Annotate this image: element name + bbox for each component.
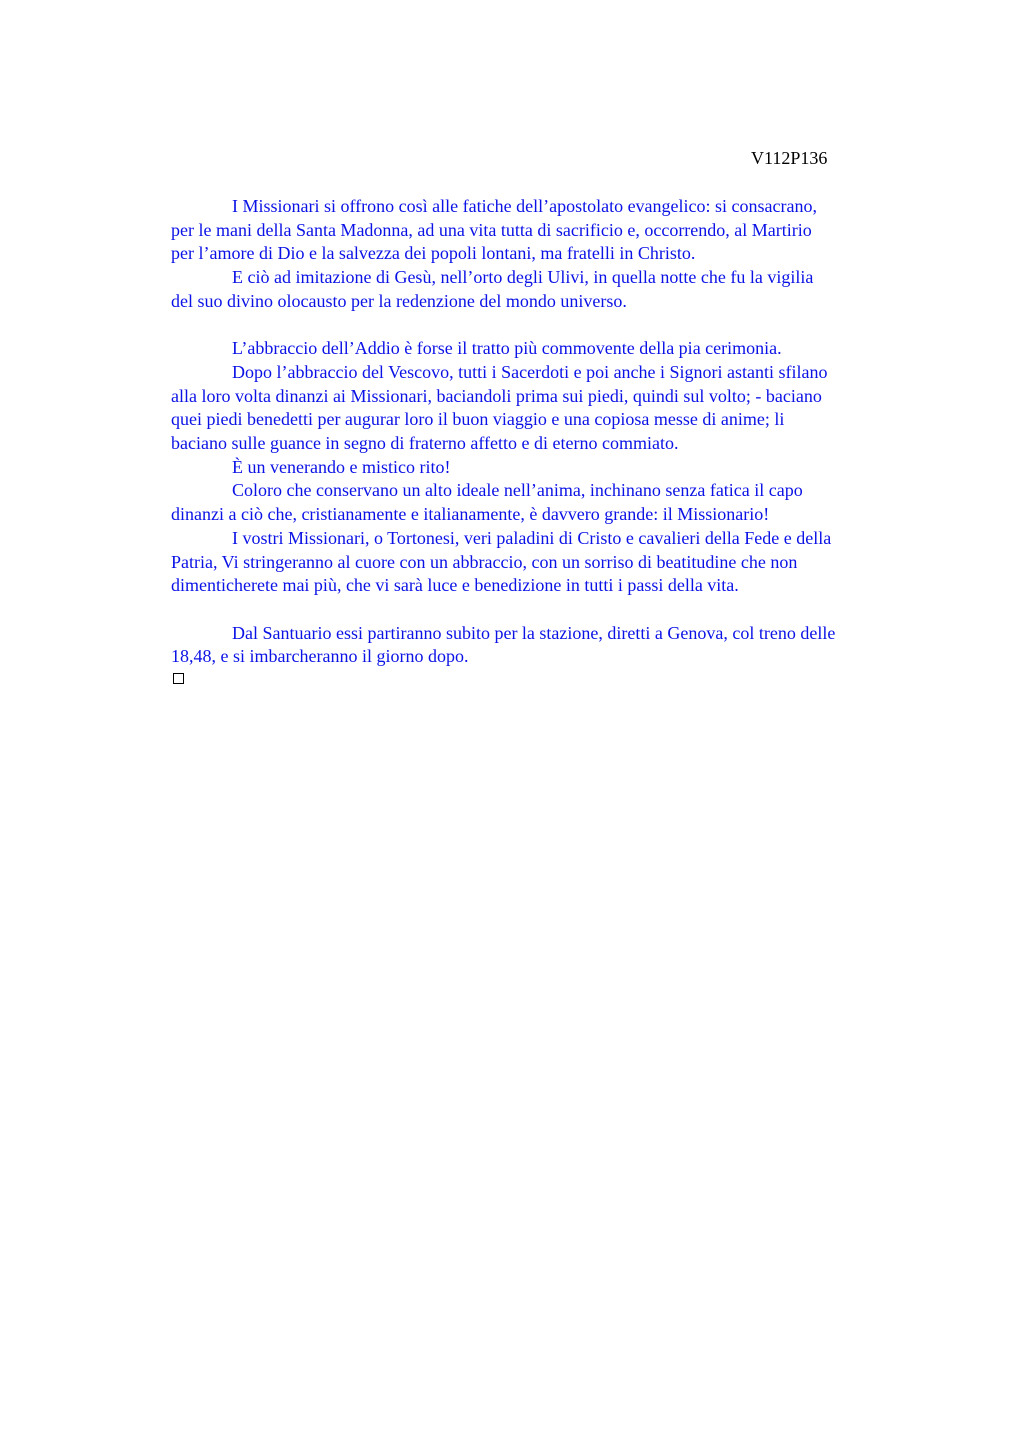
paragraph-line: E ciò ad imitazione di Gesù, nell’orto degli Ulivi, in quella notte che fu la vigilia [232, 267, 814, 288]
paragraph-3 [171, 337, 931, 361]
paragraph-2 [171, 266, 931, 313]
paragraph-line: È un venerando e mistico rito! [232, 456, 451, 477]
paragraph-line: per l’amore di Dio e la salvezza dei popoli lontani, ma fratelli in Christo. [171, 243, 696, 264]
blank-line [171, 598, 931, 622]
blank-line [171, 314, 931, 338]
paragraph-line: del suo divino olocausto per la redenzione del mondo universo. [171, 290, 627, 311]
paragraph-6 [171, 479, 931, 526]
paragraph-7 [171, 527, 931, 598]
paragraph-1 [171, 195, 931, 266]
paragraph-line: baciano sulle guance in segno di fraterno affetto e di eterno commiato. [171, 433, 679, 454]
paragraph-line: dimenticherete mai più, che vi sarà luce e benedizione in tutti i passi della vita. [171, 575, 739, 596]
paragraph-line: Dopo l’abbraccio del Vescovo, tutti i Sacerdoti e poi anche i Signori astanti sfilano [232, 361, 828, 382]
paragraph-line: L’abbraccio dell’Addio è forse il tratto più commovente della pia cerimonia. [232, 338, 782, 359]
paragraph-line: dinanzi a ciò che, cristianamente e italianamente, è davvero grande: il Missionario! [171, 504, 770, 525]
paragraph-line: alla loro volta dinanzi ai Missionari, baciandoli prima sui piedi, quindi sul volto; - baciano [171, 385, 822, 406]
paragraph-5 [171, 456, 931, 480]
paragraph-line: 18,48, e si imbarcheranno il giorno dopo. [171, 646, 469, 667]
paragraph-line: quei piedi benedetti per augurar loro il buon viaggio e una copiosa messe di anime; li [171, 409, 785, 430]
page-identifier: V112P136 [751, 148, 828, 168]
paragraph-line: I Missionari si offrono così alle fatiche dell’apostolato evangelico: si consacrano, [232, 196, 817, 216]
paragraph-line: Dal Santuario essi partiranno subito per la stazione, diretti a Genova, col treno delle [232, 622, 836, 643]
paragraph-line: per le mani della Santa Madonna, ad una vita tutta di sacrificio e, occorrendo, al Martirio [171, 219, 812, 240]
paragraph-line: Patria, Vi stringeranno al cuore con un abbraccio, con un sorriso di beatitudine che non [171, 551, 798, 572]
paragraph-8 [171, 622, 931, 669]
paragraph-line: Coloro che conservano un alto ideale nell’anima, inchinano senza fatica il capo [232, 480, 803, 501]
document-body [171, 195, 931, 684]
empty-box-icon [173, 673, 184, 684]
paragraph-line: I vostri Missionari, o Tortonesi, veri paladini di Cristo e cavalieri della Fede e della [232, 527, 832, 548]
paragraph-4 [171, 361, 931, 456]
